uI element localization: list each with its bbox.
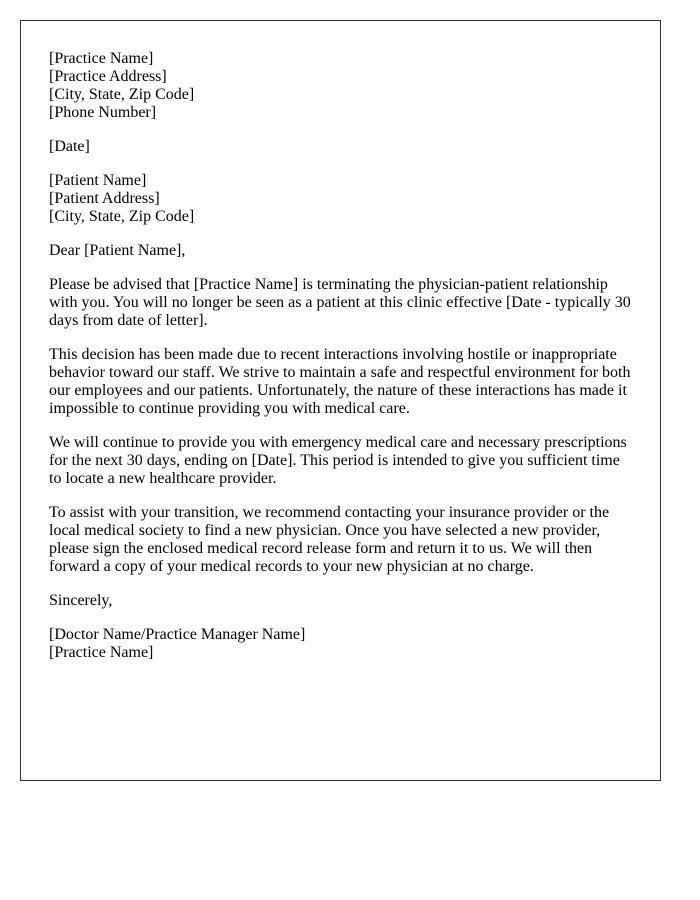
- sender-line: [City, State, Zip Code]: [49, 86, 195, 103]
- signature-line: [Doctor Name/Practice Manager Name]: [49, 626, 306, 643]
- paragraph-line: local medical society to find a new physician. Once you have selected a new provider,: [49, 522, 601, 539]
- salutation: [49, 242, 632, 260]
- recipient-line: [Patient Name]: [49, 172, 147, 189]
- closing-text: Sincerely,: [49, 592, 113, 609]
- paragraph-line: To assist with your transition, we recommend contacting your insurance provider or the: [49, 504, 610, 521]
- paragraph-line: with you. You will no longer be seen as a patient at this clinic effective [Date - typically 30: [49, 294, 631, 311]
- recipient-line: [Patient Address]: [49, 190, 160, 207]
- paragraph-line: behavior toward our staff. We strive to maintain a safe and respectful environment for both: [49, 364, 631, 381]
- sender-address: [49, 50, 632, 122]
- paragraph-line: Please be advised that [Practice Name] is terminating the physician-patient relationship: [49, 276, 608, 293]
- date-text: [Date]: [49, 138, 90, 155]
- signature-line: [Practice Name]: [49, 644, 154, 661]
- body-paragraph-2: [49, 346, 632, 418]
- paragraph-line: This decision has been made due to recent interactions involving hostile or inappropriate: [49, 346, 617, 363]
- paragraph-line: to locate a new healthcare provider.: [49, 470, 277, 487]
- paragraph-line: days from date of letter].: [49, 312, 208, 329]
- sender-line: [Practice Name]: [49, 50, 154, 67]
- paragraph-line: please sign the enclosed medical record release form and return it to us. We will then: [49, 540, 593, 557]
- paragraph-line: our employees and our patients. Unfortunately, the nature of these interactions has made it: [49, 382, 627, 399]
- recipient-address: [49, 172, 632, 226]
- sender-line: [Practice Address]: [49, 68, 167, 85]
- sender-line: [Phone Number]: [49, 104, 157, 121]
- salutation-text: Dear [Patient Name],: [49, 242, 186, 259]
- body-paragraph-3: [49, 434, 632, 488]
- recipient-line: [City, State, Zip Code]: [49, 208, 195, 225]
- letter-date: [49, 138, 632, 156]
- body-paragraph-4: [49, 504, 632, 576]
- paragraph-line: We will continue to provide you with emergency medical care and necessary prescriptions: [49, 434, 627, 451]
- paragraph-line: forward a copy of your medical records to your new physician at no charge.: [49, 558, 534, 575]
- body-paragraph-1: [49, 276, 632, 330]
- signature-block: [49, 626, 632, 662]
- paragraph-line: impossible to continue providing you with medical care.: [49, 400, 410, 417]
- paragraph-line: for the next 30 days, ending on [Date]. This period is intended to give you sufficient time: [49, 452, 620, 469]
- letter-page: [20, 20, 661, 781]
- closing: [49, 592, 632, 610]
